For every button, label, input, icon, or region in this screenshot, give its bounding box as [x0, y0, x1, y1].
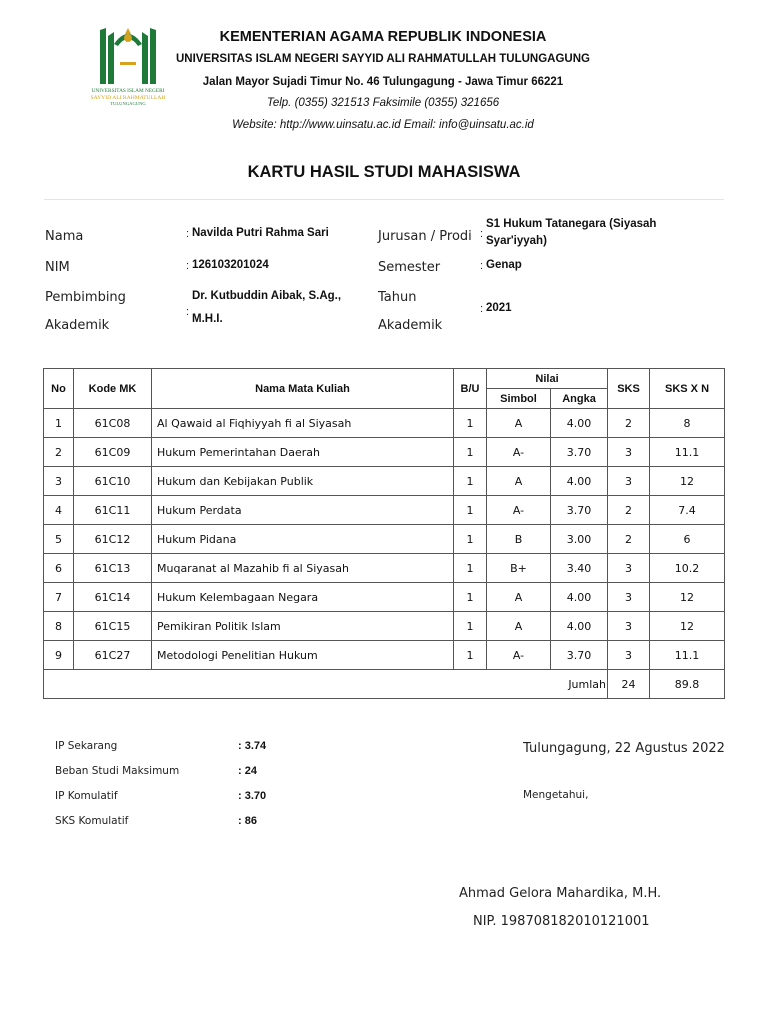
cell-angka: 3.00 [551, 525, 608, 554]
cell-nama: Muqaranat al Mazahib fi al Siyasah [152, 554, 454, 583]
ministry-name: KEMENTERIAN AGAMA REPUBLIK INDONESIA [219, 29, 547, 45]
logo-line-2: SAYYID ALI RAHMATULLAH [90, 95, 166, 101]
tahun-label: Tahun [378, 290, 417, 305]
cell-angka: 4.00 [551, 409, 608, 438]
nama-value: Navilda Putri Rahma Sari [192, 227, 329, 239]
beban-studi-label: Beban Studi Maksimum [55, 765, 180, 777]
nama-colon: : [186, 228, 190, 240]
cell-nama: Metodologi Penelitian Hukum [152, 641, 454, 670]
pembimbing-label-2: Akademik [45, 318, 110, 333]
cell-simbol: A- [487, 641, 551, 670]
jumlah-sks: 24 [608, 670, 650, 699]
divider [44, 199, 724, 200]
semester-colon: : [480, 260, 484, 272]
ip-komulatif-value: : 3.70 [238, 790, 267, 802]
cell-sksxn: 12 [650, 467, 725, 496]
beban-studi-value: : 24 [238, 765, 257, 777]
jumlah-label: Jumlah [44, 670, 608, 699]
cell-bu: 1 [454, 496, 487, 525]
cell-simbol: A [487, 467, 551, 496]
table-row [44, 554, 725, 583]
logo-line-3: TULUNGAGUNG [110, 101, 146, 106]
cell-simbol: A- [487, 496, 551, 525]
table-row [44, 641, 725, 670]
table-row [44, 583, 725, 612]
cell-no: 4 [44, 496, 74, 525]
cell-angka: 3.70 [551, 438, 608, 467]
cell-bu: 1 [454, 409, 487, 438]
pembimbing-value-2: M.H.I. [192, 313, 223, 325]
sks-komulatif-value: : 86 [238, 815, 257, 827]
cell-kode: 61C09 [74, 438, 152, 467]
document-title: KARTU HASIL STUDI MAHASISWA [247, 163, 521, 181]
cell-bu: 1 [454, 612, 487, 641]
cell-bu: 1 [454, 438, 487, 467]
cell-simbol: A- [487, 438, 551, 467]
cell-sksxn: 6 [650, 525, 725, 554]
cell-angka: 4.00 [551, 467, 608, 496]
cell-angka: 4.00 [551, 583, 608, 612]
nama-label: Nama [45, 229, 84, 244]
cell-sks: 2 [608, 409, 650, 438]
cell-sksxn: 12 [650, 583, 725, 612]
cell-sks: 3 [608, 438, 650, 467]
tahun-colon: : [480, 303, 484, 315]
cell-kode: 61C15 [74, 612, 152, 641]
cell-simbol: B [487, 525, 551, 554]
col-simbol-header: Simbol [487, 389, 551, 409]
cell-kode: 61C12 [74, 525, 152, 554]
cell-angka: 3.70 [551, 641, 608, 670]
cell-no: 6 [44, 554, 74, 583]
cell-no: 5 [44, 525, 74, 554]
table-row [44, 409, 725, 438]
ip-sekarang-value: : 3.74 [238, 740, 267, 752]
logo-line-1: UNIVERSITAS ISLAM NEGERI [91, 88, 165, 94]
table-row [44, 496, 725, 525]
cell-sksxn: 12 [650, 612, 725, 641]
jurusan-colon: : [480, 228, 484, 240]
sks-komulatif-label: SKS Komulatif [55, 815, 129, 827]
cell-nama: Hukum Pidana [152, 525, 454, 554]
cell-nama: Al Qawaid al Fiqhiyyah fi al Siyasah [152, 409, 454, 438]
mengetahui-label: Mengetahui, [523, 789, 589, 801]
cell-nama: Hukum dan Kebijakan Publik [152, 467, 454, 496]
cell-sksxn: 11.1 [650, 641, 725, 670]
cell-simbol: A [487, 409, 551, 438]
cell-sksxn: 7.4 [650, 496, 725, 525]
col-bu-header: B/U [454, 369, 487, 409]
table-row [44, 525, 725, 554]
col-sks-header: SKS [608, 369, 650, 409]
signer-nip: NIP. 198708182010121001 [473, 914, 650, 929]
ip-sekarang-label: IP Sekarang [55, 740, 118, 752]
semester-value: Genap [486, 259, 522, 271]
cell-nama: Pemikiran Politik Islam [152, 612, 454, 641]
cell-sks: 3 [608, 612, 650, 641]
university-web: Website: http://www.uinsatu.ac.id Email: info@uinsatu.ac.id [232, 119, 534, 131]
pembimbing-label: Pembimbing [45, 290, 126, 305]
jumlah-sksxn: 89.8 [650, 670, 725, 699]
university-name: UNIVERSITAS ISLAM NEGERI SAYYID ALI RAHMATULLAH TULUNGAGUNG [175, 53, 590, 65]
table-row [44, 438, 725, 467]
col-kode-header: Kode MK [74, 369, 152, 409]
university-address: Jalan Mayor Sujadi Timur No. 46 Tulungagung - Jawa Timur 66221 [202, 76, 564, 88]
nim-colon: : [186, 260, 190, 272]
place-date: Tulungagung, 22 Agustus 2022 [523, 741, 725, 756]
cell-nama: Hukum Kelembagaan Negara [152, 583, 454, 612]
cell-nama: Hukum Perdata [152, 496, 454, 525]
cell-bu: 1 [454, 467, 487, 496]
cell-bu: 1 [454, 525, 487, 554]
cell-sks: 3 [608, 467, 650, 496]
cell-bu: 1 [454, 583, 487, 612]
cell-no: 8 [44, 612, 74, 641]
col-angka-header: Angka [551, 389, 608, 409]
pembimbing-colon: : [186, 306, 190, 318]
cell-no: 9 [44, 641, 74, 670]
cell-sks: 3 [608, 641, 650, 670]
col-nama-header: Nama Mata Kuliah [152, 369, 454, 409]
cell-nama: Hukum Pemerintahan Daerah [152, 438, 454, 467]
cell-sks: 2 [608, 525, 650, 554]
table-row [44, 467, 725, 496]
cell-kode: 61C10 [74, 467, 152, 496]
cell-simbol: A [487, 583, 551, 612]
pembimbing-value-1: Dr. Kutbuddin Aibak, S.Ag., [192, 290, 342, 302]
cell-angka: 3.40 [551, 554, 608, 583]
cell-angka: 3.70 [551, 496, 608, 525]
tahun-value: 2021 [486, 302, 512, 314]
nim-value: 126103201024 [192, 259, 269, 271]
cell-sks: 2 [608, 496, 650, 525]
cell-no: 1 [44, 409, 74, 438]
cell-simbol: A [487, 612, 551, 641]
cell-sksxn: 11.1 [650, 438, 725, 467]
cell-kode: 61C08 [74, 409, 152, 438]
cell-kode: 61C11 [74, 496, 152, 525]
cell-kode: 61C27 [74, 641, 152, 670]
ip-komulatif-label: IP Komulatif [55, 790, 118, 802]
cell-angka: 4.00 [551, 612, 608, 641]
cell-sksxn: 8 [650, 409, 725, 438]
table-row [44, 612, 725, 641]
semester-label: Semester [378, 260, 441, 275]
cell-kode: 61C13 [74, 554, 152, 583]
col-no-header: No [44, 369, 74, 409]
grades-table [43, 368, 725, 699]
col-nilai-header: Nilai [487, 369, 608, 389]
cell-simbol: B+ [487, 554, 551, 583]
jurusan-value-2: Syar'iyyah) [486, 235, 547, 247]
jurusan-label: Jurusan / Prodi [378, 229, 472, 244]
cell-bu: 1 [454, 641, 487, 670]
cell-kode: 61C14 [74, 583, 152, 612]
cell-no: 3 [44, 467, 74, 496]
nim-label: NIM [45, 260, 70, 275]
university-phone: Telp. (0355) 321513 Faksimile (0355) 321656 [266, 97, 500, 109]
cell-no: 2 [44, 438, 74, 467]
cell-sks: 3 [608, 554, 650, 583]
tahun-label-2: Akademik [378, 318, 443, 333]
col-sksxn-header: SKS X N [650, 369, 725, 409]
cell-sksxn: 10.2 [650, 554, 725, 583]
cell-bu: 1 [454, 554, 487, 583]
jurusan-value-1: S1 Hukum Tatanegara (Siyasah [486, 218, 657, 230]
signer-name: Ahmad Gelora Mahardika, M.H. [459, 886, 662, 901]
cell-sks: 3 [608, 583, 650, 612]
cell-no: 7 [44, 583, 74, 612]
